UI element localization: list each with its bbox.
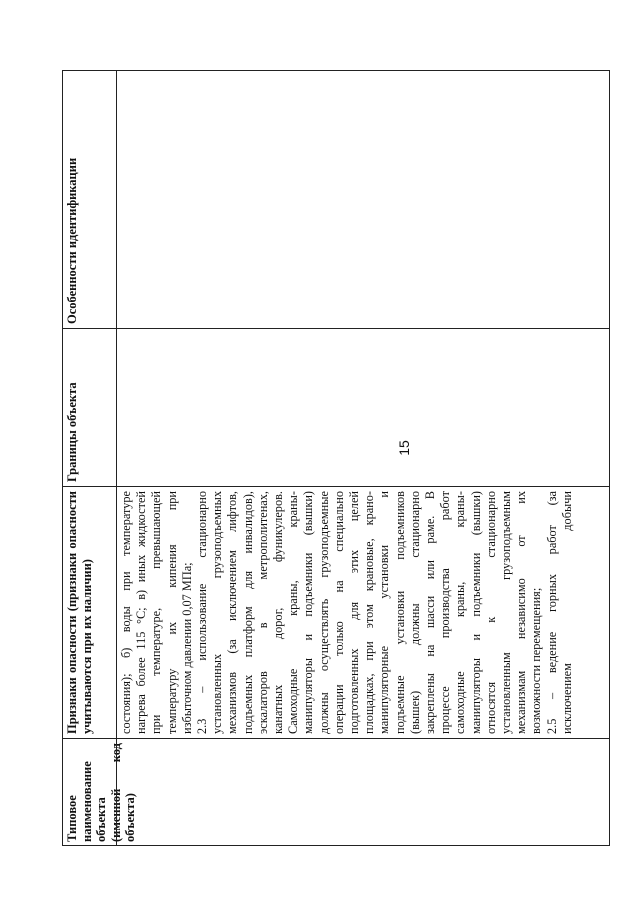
text-line: 2.5 – ведение горных работ (за xyxy=(544,491,559,734)
text-line: при температуре, превышающей xyxy=(149,491,164,734)
header-type-name: Типовое наименование объекта (именной код объекта) xyxy=(65,743,137,842)
text-line: избыточном давлении 0,07 МПа; xyxy=(179,562,194,734)
text-line: манипуляторы и подъемники (вышки) xyxy=(468,491,483,734)
text-line: манипуляторы и подъемники (вышки) xyxy=(301,491,316,734)
hazard-signs-text xyxy=(119,491,575,734)
text-line: операции только на специально xyxy=(331,491,346,734)
text-line: самоходные краны, краны- xyxy=(453,491,468,734)
text-line: исключением добычи xyxy=(559,491,574,734)
text-line: механизмов (за исключением лифтов, xyxy=(225,491,240,734)
text-line: механизмам независимо от их xyxy=(514,491,529,734)
column-type-name xyxy=(62,738,610,846)
column-hazard-signs xyxy=(62,486,610,738)
header-divider xyxy=(116,739,117,846)
text-line: должны осуществлять грузоподъемные xyxy=(316,491,331,734)
header-hazard-signs: Признаки опасности (признаки опасности учитываются при их наличии) xyxy=(65,491,94,734)
header-object-boundaries: Границы объекта xyxy=(65,382,79,482)
header-divider xyxy=(116,329,117,486)
header-identification-features: Особенности идентификации xyxy=(65,157,79,324)
text-line: подъемных платформ для инвалидов), xyxy=(240,491,255,734)
text-line: эскалаторов в метрополитенах, xyxy=(255,491,270,734)
text-line: возможности перемещения; xyxy=(529,587,544,734)
header-divider xyxy=(116,487,117,738)
text-line: площадках, при этом крановые, крано- xyxy=(362,491,377,734)
column-object-boundaries xyxy=(62,328,610,486)
text-line: процессе производства работ xyxy=(438,491,453,734)
text-line: закреплены на шасси или раме. В xyxy=(423,491,438,734)
text-line: канатных дорог, фуникулеров. xyxy=(271,491,286,734)
text-line: относятся к стационарно xyxy=(483,491,498,734)
column-identification-features xyxy=(62,70,610,328)
text-line: установленным грузоподъемным xyxy=(499,491,514,734)
page-number: 15 xyxy=(396,440,412,456)
text-line: нагрева более 115 °С; в) иных жидкостей xyxy=(134,491,149,734)
header-divider xyxy=(116,70,117,328)
text-line: манипуляторные установки и xyxy=(377,491,392,734)
text-line: состояния); б) воды при температуре xyxy=(119,491,133,734)
text-line: (вышек) должны стационарно xyxy=(407,491,422,734)
text-line: установленных грузоподъемных xyxy=(210,491,225,734)
text-line: подъемные установки подъемников xyxy=(392,491,407,734)
text-line: подготовленных для этих целей xyxy=(347,491,362,734)
rotated-table xyxy=(62,70,610,846)
text-line: 2.3 – использование стационарно xyxy=(195,491,210,734)
text-line: температуру их кипения при xyxy=(164,491,179,734)
text-line: Самоходные краны, краны- xyxy=(286,491,301,734)
